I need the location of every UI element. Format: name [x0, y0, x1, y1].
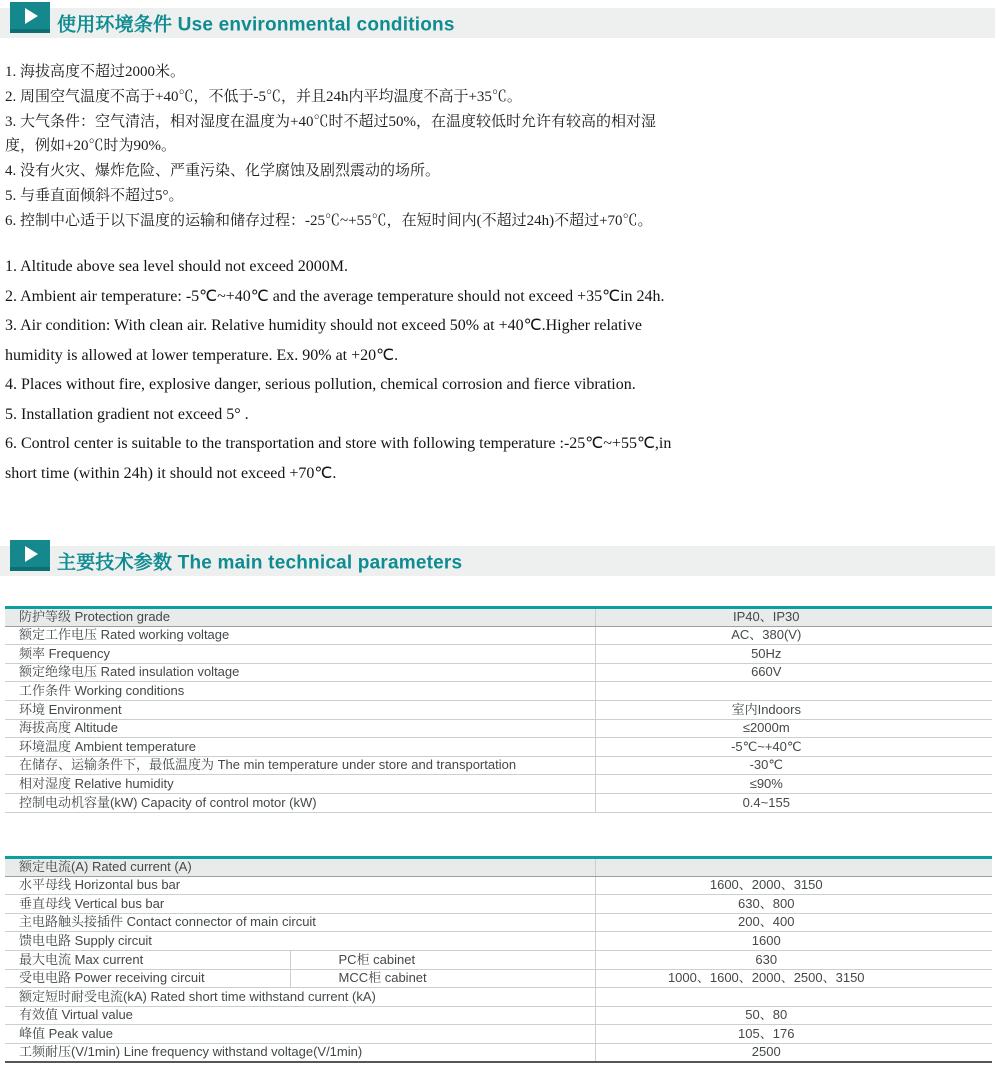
- table-row: [5, 932, 992, 951]
- row-value: 0.4~155: [595, 793, 992, 812]
- table-row: [5, 700, 992, 719]
- row-label: 工频耐压(V/1min) Line frequency withstand voltage(V/1min): [5, 1043, 595, 1062]
- table-row: [5, 913, 992, 932]
- row-label: 防护等级 Protection grade: [5, 608, 595, 627]
- table-row: [5, 1043, 992, 1062]
- table-row: [5, 895, 992, 914]
- row-value: -30℃: [595, 756, 992, 775]
- row-label: 最大电流 Max current: [5, 950, 290, 969]
- row-value: [595, 988, 992, 1007]
- general-parameters-table: [5, 606, 992, 813]
- table-row: [5, 950, 992, 969]
- row-label: 主电路触头接插件 Contact connector of main circuit: [5, 913, 595, 932]
- row-value: AC、380(V): [595, 626, 992, 645]
- table-row: [5, 682, 992, 701]
- row-value: 630: [595, 950, 992, 969]
- row-label: 频率 Frequency: [5, 645, 595, 664]
- row-value: 室内Indoors: [595, 700, 992, 719]
- play-triangle-icon: [10, 2, 50, 33]
- row-value: 2500: [595, 1043, 992, 1062]
- row-label: 控制电动机容量(kW) Capacity of control motor (kW): [5, 793, 595, 812]
- play-triangle-glyph: [25, 546, 38, 562]
- section-header-parameters: [0, 546, 995, 576]
- row-value: 50、80: [595, 1006, 992, 1025]
- row-label: 馈电电路 Supply circuit: [5, 932, 595, 951]
- table-row: [5, 608, 992, 627]
- row-value: 105、176: [595, 1025, 992, 1044]
- table-row: [5, 775, 992, 794]
- row-label: 峰值 Peak value: [5, 1025, 595, 1044]
- row-value: 630、800: [595, 895, 992, 914]
- condition-item: 4. 没有火灾、爆炸危险、严重污染、化学腐蚀及剧烈震动的场所。: [5, 163, 441, 180]
- condition-item: 1. Altitude above sea level should not exceed 2000M.: [5, 258, 349, 275]
- table-row: [5, 738, 992, 757]
- table-row: [5, 876, 992, 895]
- row-label: 受电电路 Power receiving circuit: [5, 969, 290, 988]
- conditions-list-cn: [5, 60, 677, 234]
- row-value: ≤90%: [595, 775, 992, 794]
- row-label: 额定绝缘电压 Rated insulation voltage: [5, 663, 595, 682]
- section-header-use-conditions: [0, 8, 995, 38]
- row-label: 在储存、运输条件下，最低温度为 The min temperature under store and transportation: [5, 756, 595, 775]
- section-title: 使用环境条件 Use environmental conditions: [57, 14, 455, 36]
- condition-item: 4. Places without fire, explosive danger, serious pollution, chemical corrosion and fierce vibration.: [5, 376, 636, 393]
- condition-item: 5. Installation gradient not exceed 5° .: [5, 405, 249, 423]
- row-label: 有效值 Virtual value: [5, 1006, 595, 1025]
- row-value: 660V: [595, 663, 992, 682]
- row-label: 额定短时耐受电流(kA) Rated short time withstand current (kA): [5, 988, 595, 1007]
- row-value: 1000、1600、2000、2500、3150: [595, 969, 992, 988]
- table-row: [5, 626, 992, 645]
- condition-item: 5. 与垂直面倾斜不超过5°。: [5, 187, 184, 204]
- row-label: 环境温度 Ambient temperature: [5, 738, 595, 757]
- table-row: [5, 645, 992, 664]
- table-row: [5, 663, 992, 682]
- row-value: IP40、IP30: [595, 608, 992, 627]
- row-sublabel: PC柜 cabinet: [290, 950, 595, 969]
- row-value: [595, 682, 992, 701]
- table-row: [5, 1025, 992, 1044]
- row-label: 海拔高度 Altitude: [5, 719, 595, 738]
- row-label: 额定电流(A) Rated current (A): [5, 858, 595, 877]
- row-value: [595, 858, 992, 877]
- row-value: 1600: [595, 932, 992, 951]
- row-label: 环境 Environment: [5, 700, 595, 719]
- conditions-list-en: [5, 252, 673, 488]
- table-row: [5, 858, 992, 877]
- condition-item: 2. Ambient air temperature: -5℃~+40℃ and the average temperature should not exceed +35℃in 24h.: [5, 287, 665, 305]
- play-triangle-icon: [10, 540, 50, 571]
- condition-item: 3. 大气条件：空气清洁，相对湿度在温度为+40℃时不超过50%，在温度较低时允许有较高的相对湿度，例如+20℃时为90%。: [5, 113, 656, 155]
- condition-item: 2. 周围空气温度不高于+40℃，不低于-5℃，并且24h内平均温度不高于+35℃。: [5, 88, 522, 105]
- rated-current-table: [5, 856, 992, 1063]
- row-label: 水平母线 Horizontal bus bar: [5, 876, 595, 895]
- condition-item: 3. Air condition: With clean air. Relative humidity should not exceed 50% at +40℃.Higher relative humidity is allowed at lower temperature. Ex. 90% at +20℃.: [5, 317, 643, 364]
- play-triangle-glyph: [25, 8, 38, 24]
- row-sublabel: MCC柜 cabinet: [290, 969, 595, 988]
- table-row: [5, 756, 992, 775]
- row-label: 工作条件 Working conditions: [5, 682, 595, 701]
- row-label: 额定工作电压 Rated working voltage: [5, 626, 595, 645]
- row-value: ≤2000m: [595, 719, 992, 738]
- section-title: 主要技术参数 The main technical parameters: [57, 552, 463, 574]
- table-row: [5, 969, 992, 988]
- row-value: 50Hz: [595, 645, 992, 664]
- condition-item: 6. Control center is suitable to the transportation and store with following temperature :-25℃~+55℃,in short time (within 24h) it should not exceed +70℃.: [5, 435, 672, 482]
- table-row: [5, 719, 992, 738]
- row-value: -5℃~+40℃: [595, 738, 992, 757]
- row-value: 200、400: [595, 913, 992, 932]
- table-row: [5, 793, 992, 812]
- table-row: [5, 988, 992, 1007]
- table-row: [5, 1006, 992, 1025]
- row-label: 相对湿度 Relative humidity: [5, 775, 595, 794]
- condition-item: 6. 控制中心适于以下温度的运输和储存过程：-25℃~+55℃，在短时间内(不超过24h)不超过+70℃。: [5, 212, 653, 229]
- condition-item: 1. 海拔高度不超过2000米。: [5, 64, 186, 80]
- row-label: 垂直母线 Vertical bus bar: [5, 895, 595, 914]
- row-value: 1600、2000、3150: [595, 876, 992, 895]
